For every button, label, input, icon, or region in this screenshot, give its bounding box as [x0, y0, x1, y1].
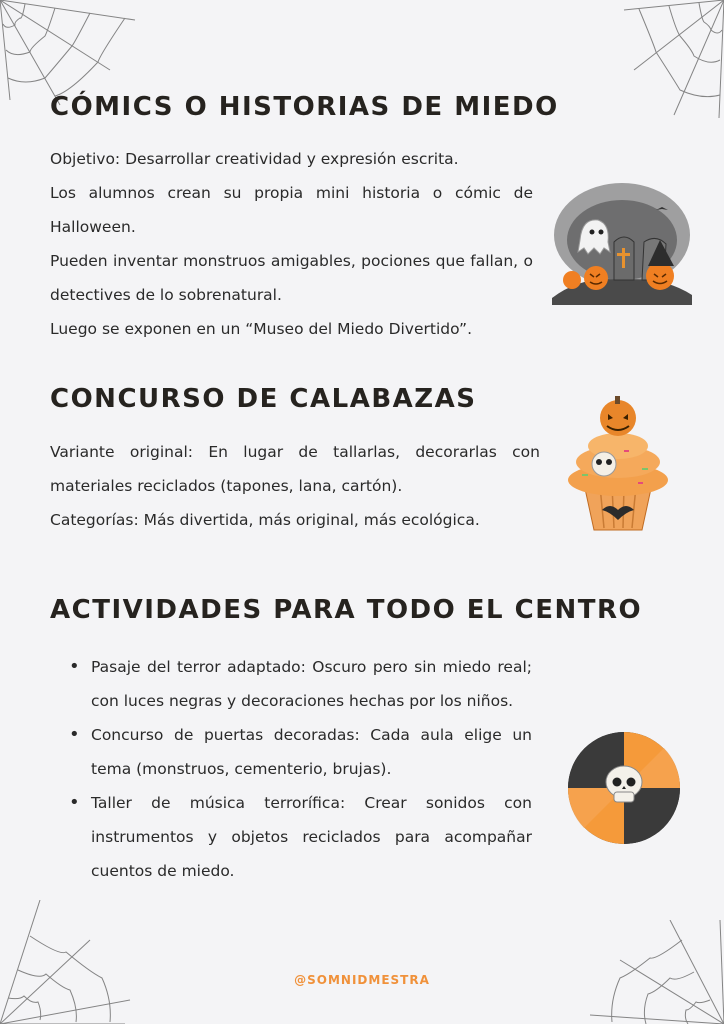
- skull-candy-illustration: [566, 730, 682, 846]
- spider-web-icon: [614, 0, 724, 120]
- paragraph: Los alumnos crean su propia mini historia o cómic de Halloween.: [50, 184, 533, 236]
- paragraph: Variante original: En lugar de tallarlas, decorarlas con materiales reciclados (tapones, lana, cartón).: [50, 443, 540, 495]
- list-item: • Taller de música terrorífica: Crear sonidos con instrumentos y objetos reciclados para acompañar cuentos de miedo.: [66, 786, 532, 888]
- graveyard-illustration: [552, 180, 692, 305]
- list-item: • Concurso de puertas decoradas: Cada aula elige un tema (monstruos, cementerio, brujas).: [66, 718, 532, 786]
- paragraph: Objetivo: Desarrollar creatividad y expresión escrita.: [50, 150, 459, 168]
- section-body-comics: [50, 142, 533, 346]
- paragraph: Categorías: Más divertida, más original, más ecológica.: [50, 511, 480, 529]
- section-title-pumpkins: CONCURSO DE CALABAZAS: [50, 384, 477, 414]
- section-title-activities: ACTIVIDADES PARA TODO EL CENTRO: [50, 595, 643, 625]
- footer-handle: @SOMNIDMESTRA: [294, 973, 430, 987]
- paragraph: Pueden inventar monstruos amigables, pociones que fallan, o detectives de lo sobrenatural.: [50, 252, 533, 304]
- section-body-pumpkins: [50, 435, 540, 537]
- pumpkin-cupcake-illustration: [562, 392, 674, 534]
- paragraph: Luego se exponen en un “Museo del Miedo Divertido”.: [50, 320, 472, 338]
- activities-list: [66, 650, 532, 888]
- spider-web-icon: [0, 900, 135, 1024]
- list-item: • Pasaje del terror adaptado: Oscuro pero sin miedo real; con luces negras y decoraciones hechas por los niños.: [66, 650, 532, 718]
- spider-web-icon: [590, 920, 724, 1024]
- section-title-comics: CÓMICS O HISTORIAS DE MIEDO: [50, 92, 559, 122]
